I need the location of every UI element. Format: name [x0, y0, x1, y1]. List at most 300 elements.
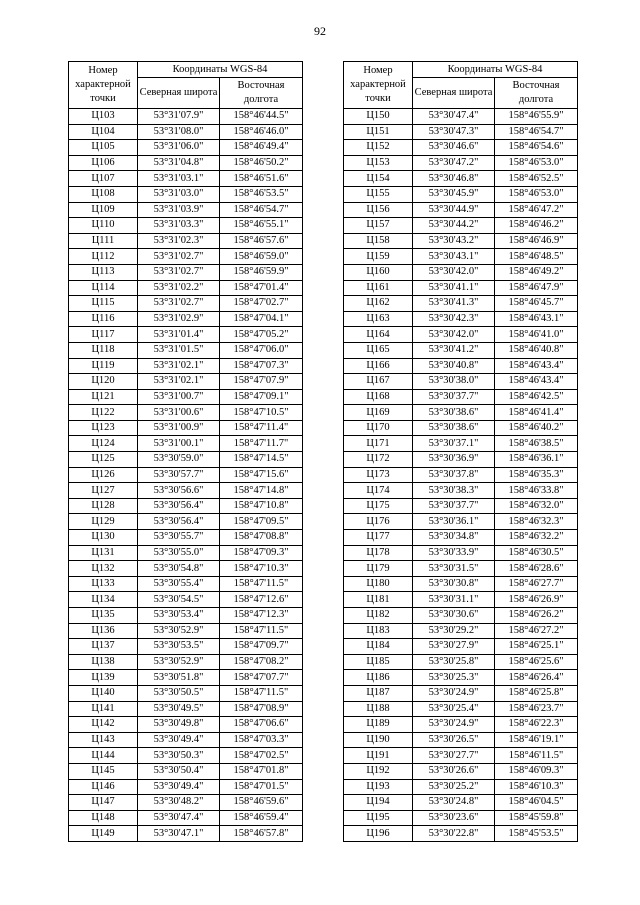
latitude-cell: 53°30'22.8"	[413, 826, 495, 842]
latitude-cell: 53°30'24.9"	[413, 717, 495, 733]
longitude-cell: 158°47'12.3"	[220, 608, 303, 624]
latitude-cell: 53°30'38.6"	[413, 420, 495, 436]
point-number-cell: Ц176	[344, 514, 413, 530]
point-number-cell: Ц120	[69, 374, 138, 390]
latitude-cell: 53°30'25.2"	[413, 779, 495, 795]
point-number-cell: Ц105	[69, 140, 138, 156]
table-row	[344, 701, 578, 717]
point-number-cell: Ц194	[344, 795, 413, 811]
point-number-cell: Ц137	[69, 639, 138, 655]
longitude-cell: 158°47'08.8"	[220, 530, 303, 546]
table-row	[69, 436, 303, 452]
point-number-cell: Ц124	[69, 436, 138, 452]
longitude-cell: 158°46'32.3"	[495, 514, 578, 530]
table-row	[344, 467, 578, 483]
longitude-cell: 158°45'53.5"	[495, 826, 578, 842]
header-point-number: Номер характерной точки	[69, 62, 138, 109]
longitude-cell: 158°46'35.3"	[495, 467, 578, 483]
longitude-cell: 158°46'42.5"	[495, 389, 578, 405]
latitude-cell: 53°30'43.2"	[413, 233, 495, 249]
longitude-cell: 158°46'04.5"	[495, 795, 578, 811]
latitude-cell: 53°30'43.1"	[413, 249, 495, 265]
longitude-cell: 158°47'01.5"	[220, 779, 303, 795]
longitude-cell: 158°46'26.2"	[495, 608, 578, 624]
latitude-cell: 53°30'38.0"	[413, 374, 495, 390]
table-row	[344, 311, 578, 327]
longitude-cell: 158°46'51.6"	[220, 171, 303, 187]
longitude-cell: 158°46'40.8"	[495, 342, 578, 358]
latitude-cell: 53°30'47.4"	[138, 810, 220, 826]
table-row	[69, 498, 303, 514]
table-row	[69, 233, 303, 249]
table-row	[69, 623, 303, 639]
table-row	[69, 701, 303, 717]
table-row	[344, 436, 578, 452]
latitude-cell: 53°31'02.7"	[138, 249, 220, 265]
longitude-cell: 158°47'03.3"	[220, 732, 303, 748]
longitude-cell: 158°46'22.3"	[495, 717, 578, 733]
longitude-cell: 158°46'50.2"	[220, 155, 303, 171]
table-row	[69, 530, 303, 546]
point-number-cell: Ц192	[344, 763, 413, 779]
point-number-cell: Ц196	[344, 826, 413, 842]
table-row	[69, 717, 303, 733]
point-number-cell: Ц144	[69, 748, 138, 764]
point-number-cell: Ц174	[344, 483, 413, 499]
latitude-cell: 53°30'37.8"	[413, 467, 495, 483]
point-number-cell: Ц152	[344, 140, 413, 156]
point-number-cell: Ц181	[344, 592, 413, 608]
latitude-cell: 53°30'23.6"	[413, 810, 495, 826]
longitude-cell: 158°46'47.2"	[495, 202, 578, 218]
table-row	[344, 514, 578, 530]
longitude-cell: 158°46'27.2"	[495, 623, 578, 639]
latitude-cell: 53°30'30.8"	[413, 576, 495, 592]
header-longitude: Восточная долгота	[495, 78, 578, 109]
point-number-cell: Ц141	[69, 701, 138, 717]
longitude-cell: 158°47'14.8"	[220, 483, 303, 499]
latitude-cell: 53°30'27.9"	[413, 639, 495, 655]
point-number-cell: Ц132	[69, 561, 138, 577]
latitude-cell: 53°30'47.3"	[413, 124, 495, 140]
table-row	[344, 405, 578, 421]
longitude-cell: 158°47'10.5"	[220, 405, 303, 421]
point-number-cell: Ц195	[344, 810, 413, 826]
header-latitude: Северная широта	[413, 78, 495, 109]
longitude-cell: 158°46'43.4"	[495, 358, 578, 374]
longitude-cell: 158°46'44.5"	[220, 109, 303, 125]
longitude-cell: 158°46'43.4"	[495, 374, 578, 390]
point-number-cell: Ц193	[344, 779, 413, 795]
point-number-cell: Ц115	[69, 296, 138, 312]
point-number-cell: Ц157	[344, 218, 413, 234]
latitude-cell: 53°30'53.5"	[138, 639, 220, 655]
latitude-cell: 53°31'08.0"	[138, 124, 220, 140]
table-row	[344, 654, 578, 670]
table-row	[344, 748, 578, 764]
longitude-cell: 158°47'11.7"	[220, 436, 303, 452]
table-row	[69, 327, 303, 343]
latitude-cell: 53°30'54.8"	[138, 561, 220, 577]
header-latitude: Северная широта	[138, 78, 220, 109]
latitude-cell: 53°30'38.3"	[413, 483, 495, 499]
latitude-cell: 53°30'37.7"	[413, 389, 495, 405]
longitude-cell: 158°46'53.5"	[220, 186, 303, 202]
longitude-cell: 158°47'02.7"	[220, 296, 303, 312]
point-number-cell: Ц146	[69, 779, 138, 795]
latitude-cell: 53°31'01.4"	[138, 327, 220, 343]
latitude-cell: 53°30'49.4"	[138, 732, 220, 748]
latitude-cell: 53°30'46.8"	[413, 171, 495, 187]
point-number-cell: Ц171	[344, 436, 413, 452]
point-number-cell: Ц183	[344, 623, 413, 639]
point-number-cell: Ц164	[344, 327, 413, 343]
point-number-cell: Ц133	[69, 576, 138, 592]
point-number-cell: Ц142	[69, 717, 138, 733]
point-number-cell: Ц113	[69, 264, 138, 280]
table-row	[344, 389, 578, 405]
latitude-cell: 53°31'07.9"	[138, 109, 220, 125]
point-number-cell: Ц160	[344, 264, 413, 280]
latitude-cell: 53°31'02.9"	[138, 311, 220, 327]
longitude-cell: 158°46'46.0"	[220, 124, 303, 140]
coordinates-table-right	[343, 61, 578, 842]
latitude-cell: 53°30'52.9"	[138, 654, 220, 670]
table-row	[344, 576, 578, 592]
table-row	[69, 202, 303, 218]
table-row	[69, 576, 303, 592]
point-number-cell: Ц107	[69, 171, 138, 187]
point-number-cell: Ц143	[69, 732, 138, 748]
longitude-cell: 158°46'25.1"	[495, 639, 578, 655]
point-number-cell: Ц147	[69, 795, 138, 811]
latitude-cell: 53°30'27.7"	[413, 748, 495, 764]
point-number-cell: Ц172	[344, 452, 413, 468]
table-row	[69, 155, 303, 171]
longitude-cell: 158°46'43.1"	[495, 311, 578, 327]
table-row	[69, 779, 303, 795]
longitude-cell: 158°46'55.1"	[220, 218, 303, 234]
latitude-cell: 53°30'31.1"	[413, 592, 495, 608]
point-number-cell: Ц145	[69, 763, 138, 779]
table-row	[69, 342, 303, 358]
longitude-cell: 158°46'33.8"	[495, 483, 578, 499]
latitude-cell: 53°30'51.8"	[138, 670, 220, 686]
point-number-cell: Ц179	[344, 561, 413, 577]
point-number-cell: Ц135	[69, 608, 138, 624]
longitude-cell: 158°47'08.2"	[220, 654, 303, 670]
longitude-cell: 158°47'11.4"	[220, 420, 303, 436]
latitude-cell: 53°30'56.4"	[138, 498, 220, 514]
table-row	[344, 249, 578, 265]
point-number-cell: Ц149	[69, 826, 138, 842]
point-number-cell: Ц118	[69, 342, 138, 358]
table-row	[344, 124, 578, 140]
point-number-cell: Ц125	[69, 452, 138, 468]
page-number: 92	[314, 24, 326, 38]
table-row	[344, 420, 578, 436]
point-number-cell: Ц111	[69, 233, 138, 249]
table-row	[69, 249, 303, 265]
longitude-cell: 158°46'49.4"	[220, 140, 303, 156]
latitude-cell: 53°30'47.1"	[138, 826, 220, 842]
table-row	[344, 810, 578, 826]
latitude-cell: 53°30'44.2"	[413, 218, 495, 234]
point-number-cell: Ц130	[69, 530, 138, 546]
point-number-cell: Ц117	[69, 327, 138, 343]
latitude-cell: 53°30'29.2"	[413, 623, 495, 639]
longitude-cell: 158°46'59.9"	[220, 264, 303, 280]
latitude-cell: 53°30'47.2"	[413, 155, 495, 171]
latitude-cell: 53°30'26.6"	[413, 763, 495, 779]
point-number-cell: Ц108	[69, 186, 138, 202]
table-row	[344, 545, 578, 561]
table-row	[344, 171, 578, 187]
point-number-cell: Ц119	[69, 358, 138, 374]
point-number-cell: Ц153	[344, 155, 413, 171]
table-row	[69, 748, 303, 764]
latitude-cell: 53°30'36.9"	[413, 452, 495, 468]
table-row	[344, 561, 578, 577]
longitude-cell: 158°46'36.1"	[495, 452, 578, 468]
table-row	[344, 452, 578, 468]
point-number-cell: Ц173	[344, 467, 413, 483]
longitude-cell: 158°46'59.0"	[220, 249, 303, 265]
point-number-cell: Ц104	[69, 124, 138, 140]
table-row	[69, 826, 303, 842]
point-number-cell: Ц166	[344, 358, 413, 374]
latitude-cell: 53°30'42.0"	[413, 264, 495, 280]
longitude-cell: 158°46'59.6"	[220, 795, 303, 811]
point-number-cell: Ц168	[344, 389, 413, 405]
table-row	[69, 109, 303, 125]
longitude-cell: 158°46'46.2"	[495, 218, 578, 234]
latitude-cell: 53°30'55.7"	[138, 530, 220, 546]
point-number-cell: Ц114	[69, 280, 138, 296]
table-row	[344, 186, 578, 202]
point-number-cell: Ц148	[69, 810, 138, 826]
longitude-cell: 158°47'10.3"	[220, 561, 303, 577]
point-number-cell: Ц103	[69, 109, 138, 125]
latitude-cell: 53°30'57.7"	[138, 467, 220, 483]
table-row	[69, 467, 303, 483]
table-row	[69, 311, 303, 327]
table-row	[69, 420, 303, 436]
latitude-cell: 53°30'52.9"	[138, 623, 220, 639]
latitude-cell: 53°31'00.1"	[138, 436, 220, 452]
table-row	[69, 592, 303, 608]
latitude-cell: 53°30'25.4"	[413, 701, 495, 717]
table-row	[344, 218, 578, 234]
longitude-cell: 158°47'08.9"	[220, 701, 303, 717]
table-row	[69, 483, 303, 499]
table-row	[344, 530, 578, 546]
latitude-cell: 53°30'56.6"	[138, 483, 220, 499]
point-number-cell: Ц123	[69, 420, 138, 436]
longitude-cell: 158°47'05.2"	[220, 327, 303, 343]
point-number-cell: Ц140	[69, 685, 138, 701]
longitude-cell: 158°47'10.8"	[220, 498, 303, 514]
latitude-cell: 53°31'01.5"	[138, 342, 220, 358]
point-number-cell: Ц186	[344, 670, 413, 686]
latitude-cell: 53°30'26.5"	[413, 732, 495, 748]
point-number-cell: Ц109	[69, 202, 138, 218]
latitude-cell: 53°31'02.3"	[138, 233, 220, 249]
header-point-number: Номер характерной точки	[344, 62, 413, 109]
latitude-cell: 53°31'03.9"	[138, 202, 220, 218]
longitude-cell: 158°47'06.0"	[220, 342, 303, 358]
table-row	[344, 233, 578, 249]
table-row	[69, 124, 303, 140]
longitude-cell: 158°47'09.5"	[220, 514, 303, 530]
table-row	[344, 264, 578, 280]
header-coordinates: Координаты WGS-84	[413, 62, 578, 78]
longitude-cell: 158°46'54.7"	[220, 202, 303, 218]
longitude-cell: 158°46'25.8"	[495, 685, 578, 701]
latitude-cell: 53°30'49.8"	[138, 717, 220, 733]
point-number-cell: Ц138	[69, 654, 138, 670]
point-number-cell: Ц150	[344, 109, 413, 125]
longitude-cell: 158°46'30.5"	[495, 545, 578, 561]
table-body-right	[344, 109, 578, 842]
longitude-cell: 158°47'12.6"	[220, 592, 303, 608]
point-number-cell: Ц170	[344, 420, 413, 436]
table-row	[69, 264, 303, 280]
header-longitude: Восточная долгота	[220, 78, 303, 109]
table-row	[344, 109, 578, 125]
point-number-cell: Ц136	[69, 623, 138, 639]
longitude-cell: 158°46'26.9"	[495, 592, 578, 608]
latitude-cell: 53°30'59.0"	[138, 452, 220, 468]
longitude-cell: 158°46'48.5"	[495, 249, 578, 265]
table-row	[69, 639, 303, 655]
longitude-cell: 158°47'02.5"	[220, 748, 303, 764]
point-number-cell: Ц161	[344, 280, 413, 296]
point-number-cell: Ц126	[69, 467, 138, 483]
table-row	[344, 623, 578, 639]
table-row	[69, 186, 303, 202]
coordinates-table-left	[68, 61, 303, 842]
longitude-cell: 158°46'46.9"	[495, 233, 578, 249]
table-row	[69, 810, 303, 826]
latitude-cell: 53°31'00.7"	[138, 389, 220, 405]
longitude-cell: 158°46'49.2"	[495, 264, 578, 280]
latitude-cell: 53°31'03.0"	[138, 186, 220, 202]
table-row	[344, 685, 578, 701]
table-row	[344, 670, 578, 686]
longitude-cell: 158°46'09.3"	[495, 763, 578, 779]
longitude-cell: 158°46'26.4"	[495, 670, 578, 686]
point-number-cell: Ц169	[344, 405, 413, 421]
longitude-cell: 158°46'19.1"	[495, 732, 578, 748]
latitude-cell: 53°30'38.6"	[413, 405, 495, 421]
table-row	[69, 452, 303, 468]
longitude-cell: 158°46'45.7"	[495, 296, 578, 312]
longitude-cell: 158°47'11.5"	[220, 623, 303, 639]
table-row	[69, 405, 303, 421]
point-number-cell: Ц190	[344, 732, 413, 748]
point-number-cell: Ц128	[69, 498, 138, 514]
table-row	[69, 763, 303, 779]
latitude-cell: 53°30'55.4"	[138, 576, 220, 592]
longitude-cell: 158°47'01.4"	[220, 280, 303, 296]
point-number-cell: Ц158	[344, 233, 413, 249]
point-number-cell: Ц175	[344, 498, 413, 514]
latitude-cell: 53°30'24.9"	[413, 685, 495, 701]
table-row	[69, 654, 303, 670]
point-number-cell: Ц154	[344, 171, 413, 187]
latitude-cell: 53°30'47.4"	[413, 109, 495, 125]
table-row	[344, 483, 578, 499]
longitude-cell: 158°46'53.0"	[495, 155, 578, 171]
table-row	[344, 608, 578, 624]
latitude-cell: 53°31'02.1"	[138, 358, 220, 374]
longitude-cell: 158°47'09.1"	[220, 389, 303, 405]
table-row	[69, 732, 303, 748]
table-row	[344, 374, 578, 390]
point-number-cell: Ц185	[344, 654, 413, 670]
latitude-cell: 53°30'49.5"	[138, 701, 220, 717]
table-row	[344, 296, 578, 312]
table-row	[344, 280, 578, 296]
table-row	[344, 358, 578, 374]
table-row	[344, 155, 578, 171]
latitude-cell: 53°30'48.2"	[138, 795, 220, 811]
table-row	[344, 140, 578, 156]
longitude-cell: 158°47'07.3"	[220, 358, 303, 374]
latitude-cell: 53°30'33.9"	[413, 545, 495, 561]
latitude-cell: 53°31'06.0"	[138, 140, 220, 156]
table-row	[344, 327, 578, 343]
latitude-cell: 53°30'50.5"	[138, 685, 220, 701]
latitude-cell: 53°31'00.9"	[138, 420, 220, 436]
point-number-cell: Ц188	[344, 701, 413, 717]
latitude-cell: 53°30'24.8"	[413, 795, 495, 811]
point-number-cell: Ц184	[344, 639, 413, 655]
latitude-cell: 53°31'02.7"	[138, 296, 220, 312]
latitude-cell: 53°30'30.6"	[413, 608, 495, 624]
longitude-cell: 158°46'32.0"	[495, 498, 578, 514]
table-body-left	[69, 109, 303, 842]
point-number-cell: Ц187	[344, 685, 413, 701]
latitude-cell: 53°30'55.0"	[138, 545, 220, 561]
longitude-cell: 158°47'07.7"	[220, 670, 303, 686]
latitude-cell: 53°30'34.8"	[413, 530, 495, 546]
latitude-cell: 53°31'00.6"	[138, 405, 220, 421]
point-number-cell: Ц121	[69, 389, 138, 405]
table-row	[69, 358, 303, 374]
latitude-cell: 53°30'50.3"	[138, 748, 220, 764]
longitude-cell: 158°46'54.6"	[495, 140, 578, 156]
latitude-cell: 53°31'04.8"	[138, 155, 220, 171]
table-row	[69, 670, 303, 686]
table-row	[69, 545, 303, 561]
longitude-cell: 158°46'10.3"	[495, 779, 578, 795]
latitude-cell: 53°30'45.9"	[413, 186, 495, 202]
latitude-cell: 53°30'49.4"	[138, 779, 220, 795]
latitude-cell: 53°30'53.4"	[138, 608, 220, 624]
table-row	[344, 202, 578, 218]
table-row	[344, 779, 578, 795]
longitude-cell: 158°46'59.4"	[220, 810, 303, 826]
point-number-cell: Ц122	[69, 405, 138, 421]
point-number-cell: Ц162	[344, 296, 413, 312]
table-row	[69, 685, 303, 701]
point-number-cell: Ц116	[69, 311, 138, 327]
point-number-cell: Ц180	[344, 576, 413, 592]
table-row	[69, 608, 303, 624]
longitude-cell: 158°46'53.0"	[495, 186, 578, 202]
